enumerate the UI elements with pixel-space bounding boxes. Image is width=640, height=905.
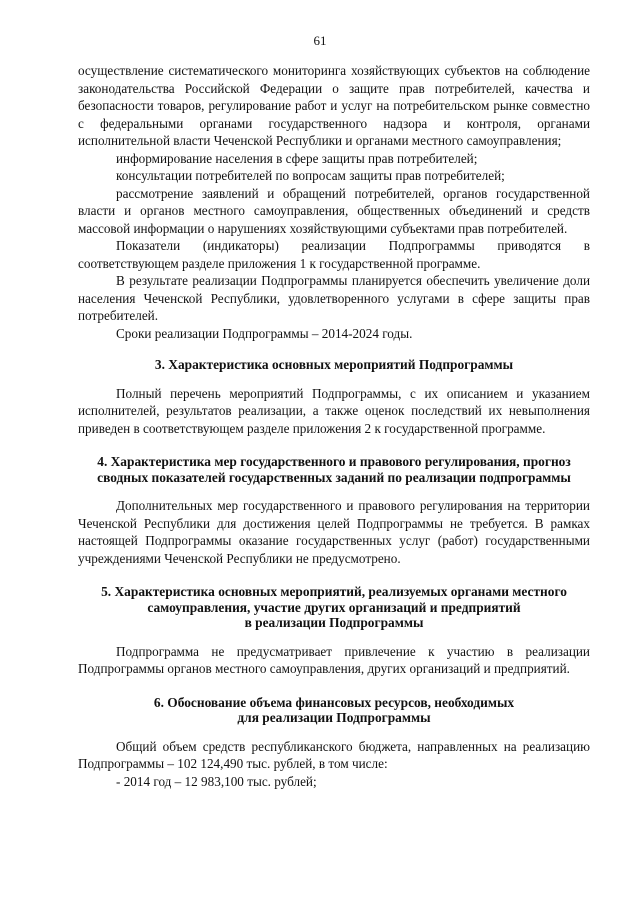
section-6-paragraph: Общий объем средств республиканского бюджета, направленных на реализацию Подпрограммы – 102 124,490 тыс. рублей, в том числе: <box>78 738 590 771</box>
section-5-heading-line-3: в реализации Подпрограммы <box>244 615 424 630</box>
section-4-heading <box>78 454 590 485</box>
section-5-paragraph: Подпрограмма не предусматривает привлечение к участию в реализации Подпрограммы органов местного самоуправления, других организаций и предприятий. <box>78 643 590 676</box>
section-4-heading-line-1: 4. Характеристика мер государственного и правового регулирования, прогноз <box>97 454 571 469</box>
page-number: 61 <box>313 33 327 48</box>
paragraph-review: рассмотрение заявлений и обращений потребителей, органов государственной власти и органов местного самоуправления, общественных объединений и средств массовой информации о нарушениях хозяйствующими субъектами прав потребителей. <box>78 185 590 236</box>
section-3-heading: 3. Характеристика основных мероприятий Подпрограммы <box>154 357 514 372</box>
section-4-paragraph: Дополнительных мер государственного и правового регулирования на территории Чеченской Республики для достижения целей Подпрограммы не требуется. В рамках настоящей Подпрограммы оказание государственных услуг (работ) государственными учреждениями Чеченской Республики не предусмотрено. <box>78 498 590 566</box>
paragraph-terms: Сроки реализации Подпрограммы – 2014-2024 годы. <box>116 325 413 341</box>
paragraph-indicators: Показатели (индикаторы) реализации Подпрограммы приводятся в соответствующем разделе приложения 1 к государственной программе. <box>78 238 590 271</box>
section-6-heading-line-2: для реализации Подпрограммы <box>237 710 431 725</box>
section-5-heading <box>78 584 590 631</box>
section-5-heading-line-1: 5. Характеристика основных мероприятий, реализуемых органами местного <box>101 584 567 599</box>
paragraph-informing: информирование населения в сфере защиты прав потребителей; <box>116 150 478 166</box>
paragraph-result: В результате реализации Подпрограммы планируется обеспечить увеличение доли населения Чеченской Республики, удовлетворенного услугами в сфере защиты прав потребителей. <box>78 273 590 323</box>
section-5-heading-line-2: самоуправления, участие других организаций и предприятий <box>147 599 521 615</box>
section-3-paragraph: Полный перечень мероприятий Подпрограммы, с их описанием и указанием исполнителей, результатов реализации, а также оценок последствий их невыполнения приведен в соответствующем разделе приложения 2 к государственной программе. <box>78 385 590 436</box>
section-6-heading <box>78 695 590 726</box>
paragraph-consulting: консультации потребителей по вопросам защиты прав потребителей; <box>116 168 505 183</box>
document-body <box>78 62 590 790</box>
paragraph-monitoring: осуществление систематического мониторинга хозяйствующих субъектов на соблюдение законодательства Российской Федерации о защите прав потребителей, качества и безопасности товаров, регулирование работ и услуг на потребительском рынке совместно с федеральными органами государственного надзора и контроля, органами исполнительной власти Чеченской Республики и органами местного самоуправления; <box>78 63 590 148</box>
section-4-heading-line-2: сводных показателей государственных заданий по реализации подпрограммы <box>97 469 571 485</box>
section-6-year-2014: - 2014 год – 12 983,100 тыс. рублей; <box>116 773 317 789</box>
section-6-heading-line-1: 6. Обоснование объема финансовых ресурсов, необходимых <box>153 694 515 710</box>
